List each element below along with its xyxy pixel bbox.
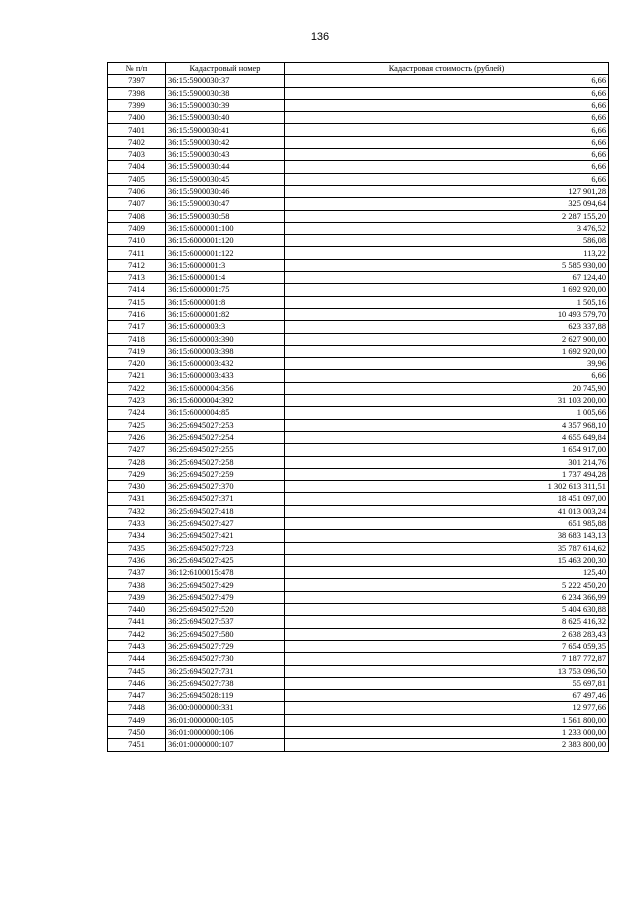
- table-row: [108, 210, 609, 222]
- table-row: [108, 604, 609, 616]
- table-row: [108, 99, 609, 111]
- row-number-cell: 7406: [108, 185, 166, 197]
- cadastral-value-cell: 1 561 800,00: [285, 714, 609, 726]
- row-number-cell: 7418: [108, 333, 166, 345]
- cadastral-value-cell: 1 233 000,00: [285, 727, 609, 739]
- cadastral-number-cell: 36:15:6000003:390: [166, 333, 285, 345]
- cadastral-number-cell: 36:25:6945027:731: [166, 665, 285, 677]
- table-row: [108, 419, 609, 431]
- cadastral-number-cell: 36:15:5900030:43: [166, 149, 285, 161]
- table-header-row: [108, 63, 609, 75]
- cadastral-number-cell: 36:15:6000004:356: [166, 382, 285, 394]
- table-row: [108, 616, 609, 628]
- table-row: [108, 87, 609, 99]
- cadastral-value-cell: 15 463 200,30: [285, 554, 609, 566]
- cadastral-number-cell: 36:15:6000001:122: [166, 247, 285, 259]
- table-row: [108, 468, 609, 480]
- table-row: [108, 444, 609, 456]
- cadastral-number-cell: 36:15:6000004:392: [166, 395, 285, 407]
- cadastral-number-cell: 36:25:6945027:537: [166, 616, 285, 628]
- table-row: [108, 321, 609, 333]
- cadastral-number-cell: 36:15:5900030:39: [166, 99, 285, 111]
- table-row: [108, 247, 609, 259]
- row-number-cell: 7436: [108, 554, 166, 566]
- row-number-cell: 7399: [108, 99, 166, 111]
- row-number-cell: 7411: [108, 247, 166, 259]
- table-row: [108, 235, 609, 247]
- cadastral-value-cell: 6 234 366,99: [285, 591, 609, 603]
- table-body: [108, 75, 609, 751]
- cadastral-number-cell: 36:25:6945027:723: [166, 542, 285, 554]
- row-number-cell: 7434: [108, 530, 166, 542]
- row-number-cell: 7408: [108, 210, 166, 222]
- row-number-cell: 7415: [108, 296, 166, 308]
- cadastral-value-cell: 6,66: [285, 75, 609, 87]
- cadastral-number-cell: 36:25:6945027:730: [166, 653, 285, 665]
- row-number-cell: 7424: [108, 407, 166, 419]
- cadastral-number-cell: 36:25:6945027:580: [166, 628, 285, 640]
- cadastral-value-cell: 586,08: [285, 235, 609, 247]
- cadastral-number-cell: 36:12:6100015:478: [166, 567, 285, 579]
- cadastral-value-cell: 38 683 143,13: [285, 530, 609, 542]
- cadastral-number-cell: 36:15:5900030:38: [166, 87, 285, 99]
- cadastral-number-cell: 36:15:5900030:45: [166, 173, 285, 185]
- table-row: [108, 677, 609, 689]
- cadastral-number-cell: 36:25:6945027:370: [166, 481, 285, 493]
- cadastral-value-cell: 1 737 494,28: [285, 468, 609, 480]
- row-number-cell: 7435: [108, 542, 166, 554]
- table-row: [108, 161, 609, 173]
- cadastral-number-cell: 36:25:6945027:371: [166, 493, 285, 505]
- table-row: [108, 124, 609, 136]
- row-number-cell: 7443: [108, 640, 166, 652]
- cadastral-number-cell: 36:15:5900030:37: [166, 75, 285, 87]
- row-number-cell: 7439: [108, 591, 166, 603]
- cadastral-number-cell: 36:01:0000000:106: [166, 727, 285, 739]
- cadastral-number-cell: 36:15:6000004:85: [166, 407, 285, 419]
- cadastral-value-cell: 55 697,81: [285, 677, 609, 689]
- cadastral-value-cell: 7 654 059,35: [285, 640, 609, 652]
- cadastral-value-cell: 325 094,64: [285, 198, 609, 210]
- cadastral-number-cell: 36:25:6945027:738: [166, 677, 285, 689]
- row-number-cell: 7450: [108, 727, 166, 739]
- row-number-cell: 7417: [108, 321, 166, 333]
- row-number-cell: 7437: [108, 567, 166, 579]
- row-number-cell: 7451: [108, 739, 166, 751]
- table-row: [108, 284, 609, 296]
- cadastral-value-cell: 5 404 630,88: [285, 604, 609, 616]
- cadastral-number-cell: 36:00:0000000:331: [166, 702, 285, 714]
- row-number-cell: 7407: [108, 198, 166, 210]
- row-number-cell: 7432: [108, 505, 166, 517]
- cadastral-value-cell: 35 787 614,62: [285, 542, 609, 554]
- row-number-cell: 7423: [108, 395, 166, 407]
- cadastral-number-cell: 36:25:6945027:729: [166, 640, 285, 652]
- cadastral-number-cell: 36:15:6000003:3: [166, 321, 285, 333]
- cadastral-value-cell: 1 505,16: [285, 296, 609, 308]
- row-number-cell: 7433: [108, 517, 166, 529]
- page-number: 136: [310, 31, 330, 43]
- row-number-cell: 7398: [108, 87, 166, 99]
- row-number-cell: 7412: [108, 259, 166, 271]
- cadastral-value-cell: 125,40: [285, 567, 609, 579]
- cadastral-number-cell: 36:15:6000003:433: [166, 370, 285, 382]
- cadastral-value-cell: 13 753 096,50: [285, 665, 609, 677]
- row-number-cell: 7397: [108, 75, 166, 87]
- table-row: [108, 653, 609, 665]
- cadastral-number-cell: 36:25:6945027:429: [166, 579, 285, 591]
- cadastral-number-cell: 36:15:6000001:4: [166, 272, 285, 284]
- cadastral-value-cell: 2 627 900,00: [285, 333, 609, 345]
- table-row: [108, 530, 609, 542]
- table-row: [108, 591, 609, 603]
- table-row: [108, 333, 609, 345]
- cadastral-value-cell: 2 383 800,00: [285, 739, 609, 751]
- row-number-cell: 7421: [108, 370, 166, 382]
- cadastral-number-cell: 36:01:0000000:107: [166, 739, 285, 751]
- cadastral-number-cell: 36:15:5900030:40: [166, 112, 285, 124]
- row-number-cell: 7442: [108, 628, 166, 640]
- cadastral-value-cell: 1 692 920,00: [285, 284, 609, 296]
- row-number-cell: 7426: [108, 431, 166, 443]
- table-row: [108, 579, 609, 591]
- cadastre-table: [107, 62, 609, 752]
- table-row: [108, 702, 609, 714]
- cadastral-value-cell: 10 493 579,70: [285, 308, 609, 320]
- header-row-number: № п/п: [108, 63, 166, 75]
- table-row: [108, 493, 609, 505]
- cadastral-value-cell: 6,66: [285, 99, 609, 111]
- row-number-cell: 7440: [108, 604, 166, 616]
- cadastral-value-cell: 6,66: [285, 124, 609, 136]
- row-number-cell: 7438: [108, 579, 166, 591]
- cadastral-value-cell: 8 625 416,32: [285, 616, 609, 628]
- table-row: [108, 358, 609, 370]
- cadastral-value-cell: 6,66: [285, 87, 609, 99]
- row-number-cell: 7400: [108, 112, 166, 124]
- row-number-cell: 7431: [108, 493, 166, 505]
- cadastral-number-cell: 36:15:6000003:432: [166, 358, 285, 370]
- cadastral-number-cell: 36:15:5900030:42: [166, 136, 285, 148]
- cadastral-number-cell: 36:15:5900030:44: [166, 161, 285, 173]
- cadastral-value-cell: 7 187 772,87: [285, 653, 609, 665]
- table-row: [108, 431, 609, 443]
- table-row: [108, 370, 609, 382]
- row-number-cell: 7428: [108, 456, 166, 468]
- cadastral-number-cell: 36:15:6000001:8: [166, 296, 285, 308]
- cadastral-number-cell: 36:15:6000001:120: [166, 235, 285, 247]
- table-row: [108, 185, 609, 197]
- row-number-cell: 7445: [108, 665, 166, 677]
- row-number-cell: 7449: [108, 714, 166, 726]
- cadastral-number-cell: 36:15:5900030:58: [166, 210, 285, 222]
- cadastral-value-cell: 4 655 649,84: [285, 431, 609, 443]
- row-number-cell: 7444: [108, 653, 166, 665]
- cadastral-value-cell: 67 124,40: [285, 272, 609, 284]
- cadastral-value-cell: 39,96: [285, 358, 609, 370]
- row-number-cell: 7409: [108, 222, 166, 234]
- cadastral-number-cell: 36:15:5900030:41: [166, 124, 285, 136]
- cadastral-value-cell: 2 287 155,20: [285, 210, 609, 222]
- table-row: [108, 481, 609, 493]
- table-row: [108, 665, 609, 677]
- cadastral-number-cell: 36:15:6000001:75: [166, 284, 285, 296]
- cadastral-value-cell: 4 357 968,10: [285, 419, 609, 431]
- row-number-cell: 7447: [108, 690, 166, 702]
- header-cadastral-number: Кадастровый номер: [166, 63, 285, 75]
- table-row: [108, 75, 609, 87]
- cadastral-value-cell: 20 745,90: [285, 382, 609, 394]
- row-number-cell: 7422: [108, 382, 166, 394]
- table-row: [108, 272, 609, 284]
- cadastral-number-cell: 36:25:6945027:255: [166, 444, 285, 456]
- cadastral-value-cell: 2 638 283,43: [285, 628, 609, 640]
- cadastral-value-cell: 67 497,46: [285, 690, 609, 702]
- table-row: [108, 382, 609, 394]
- cadastral-number-cell: 36:25:6945027:254: [166, 431, 285, 443]
- cadastral-value-cell: 623 337,88: [285, 321, 609, 333]
- table-row: [108, 542, 609, 554]
- cadastral-value-cell: 301 214,76: [285, 456, 609, 468]
- row-number-cell: 7402: [108, 136, 166, 148]
- cadastral-value-cell: 12 977,66: [285, 702, 609, 714]
- cadastral-number-cell: 36:15:6000001:3: [166, 259, 285, 271]
- cadastral-number-cell: 36:15:6000001:82: [166, 308, 285, 320]
- table-row: [108, 727, 609, 739]
- cadastral-number-cell: 36:25:6945027:258: [166, 456, 285, 468]
- table-row: [108, 222, 609, 234]
- row-number-cell: 7429: [108, 468, 166, 480]
- table-row: [108, 714, 609, 726]
- row-number-cell: 7401: [108, 124, 166, 136]
- cadastral-number-cell: 36:25:6945027:418: [166, 505, 285, 517]
- cadastral-number-cell: 36:25:6945027:427: [166, 517, 285, 529]
- header-cadastral-value: Кадастровая стоимость (рублей): [285, 63, 609, 75]
- cadastral-number-cell: 36:25:6945027:253: [166, 419, 285, 431]
- cadastral-value-cell: 651 985,88: [285, 517, 609, 529]
- table-row: [108, 407, 609, 419]
- row-number-cell: 7441: [108, 616, 166, 628]
- cadastral-number-cell: 36:25:6945027:479: [166, 591, 285, 603]
- row-number-cell: 7448: [108, 702, 166, 714]
- table-row: [108, 640, 609, 652]
- cadastral-number-cell: 36:01:0000000:105: [166, 714, 285, 726]
- cadastral-value-cell: 41 013 003,24: [285, 505, 609, 517]
- row-number-cell: 7420: [108, 358, 166, 370]
- row-number-cell: 7403: [108, 149, 166, 161]
- row-number-cell: 7446: [108, 677, 166, 689]
- cadastral-number-cell: 36:15:5900030:47: [166, 198, 285, 210]
- row-number-cell: 7416: [108, 308, 166, 320]
- cadastral-number-cell: 36:25:6945028:119: [166, 690, 285, 702]
- cadastral-number-cell: 36:25:6945027:520: [166, 604, 285, 616]
- cadastral-value-cell: 6,66: [285, 370, 609, 382]
- table-row: [108, 198, 609, 210]
- table-row: [108, 505, 609, 517]
- row-number-cell: 7427: [108, 444, 166, 456]
- cadastral-value-cell: 6,66: [285, 173, 609, 185]
- row-number-cell: 7425: [108, 419, 166, 431]
- cadastral-value-cell: 113,22: [285, 247, 609, 259]
- row-number-cell: 7430: [108, 481, 166, 493]
- table-row: [108, 395, 609, 407]
- table-row: [108, 173, 609, 185]
- table-row: [108, 567, 609, 579]
- row-number-cell: 7413: [108, 272, 166, 284]
- table-row: [108, 456, 609, 468]
- table-row: [108, 308, 609, 320]
- cadastral-number-cell: 36:25:6945027:425: [166, 554, 285, 566]
- table-row: [108, 345, 609, 357]
- table-row: [108, 112, 609, 124]
- cadastral-value-cell: 6,66: [285, 136, 609, 148]
- cadastral-number-cell: 36:25:6945027:421: [166, 530, 285, 542]
- cadastral-value-cell: 6,66: [285, 161, 609, 173]
- table-row: [108, 690, 609, 702]
- table-row: [108, 739, 609, 751]
- table-row: [108, 136, 609, 148]
- cadastral-value-cell: 1 302 613 311,51: [285, 481, 609, 493]
- cadastral-value-cell: 3 476,52: [285, 222, 609, 234]
- cadastral-value-cell: 6,66: [285, 112, 609, 124]
- cadastral-number-cell: 36:15:5900030:46: [166, 185, 285, 197]
- cadastral-number-cell: 36:25:6945027:259: [166, 468, 285, 480]
- table-row: [108, 554, 609, 566]
- cadastral-number-cell: 36:15:6000001:100: [166, 222, 285, 234]
- cadastral-value-cell: 1 692 920,00: [285, 345, 609, 357]
- cadastral-value-cell: 1 005,66: [285, 407, 609, 419]
- row-number-cell: 7405: [108, 173, 166, 185]
- table-row: [108, 149, 609, 161]
- cadastral-value-cell: 5 222 450,20: [285, 579, 609, 591]
- cadastral-value-cell: 18 451 097,00: [285, 493, 609, 505]
- cadastral-value-cell: 5 585 930,00: [285, 259, 609, 271]
- cadastral-number-cell: 36:15:6000003:398: [166, 345, 285, 357]
- row-number-cell: 7414: [108, 284, 166, 296]
- cadastral-value-cell: 127 901,28: [285, 185, 609, 197]
- table-row: [108, 628, 609, 640]
- table-row: [108, 517, 609, 529]
- cadastral-value-cell: 31 103 200,00: [285, 395, 609, 407]
- table-row: [108, 259, 609, 271]
- cadastral-value-cell: 1 654 917,00: [285, 444, 609, 456]
- row-number-cell: 7419: [108, 345, 166, 357]
- row-number-cell: 7410: [108, 235, 166, 247]
- table-row: [108, 296, 609, 308]
- row-number-cell: 7404: [108, 161, 166, 173]
- cadastral-value-cell: 6,66: [285, 149, 609, 161]
